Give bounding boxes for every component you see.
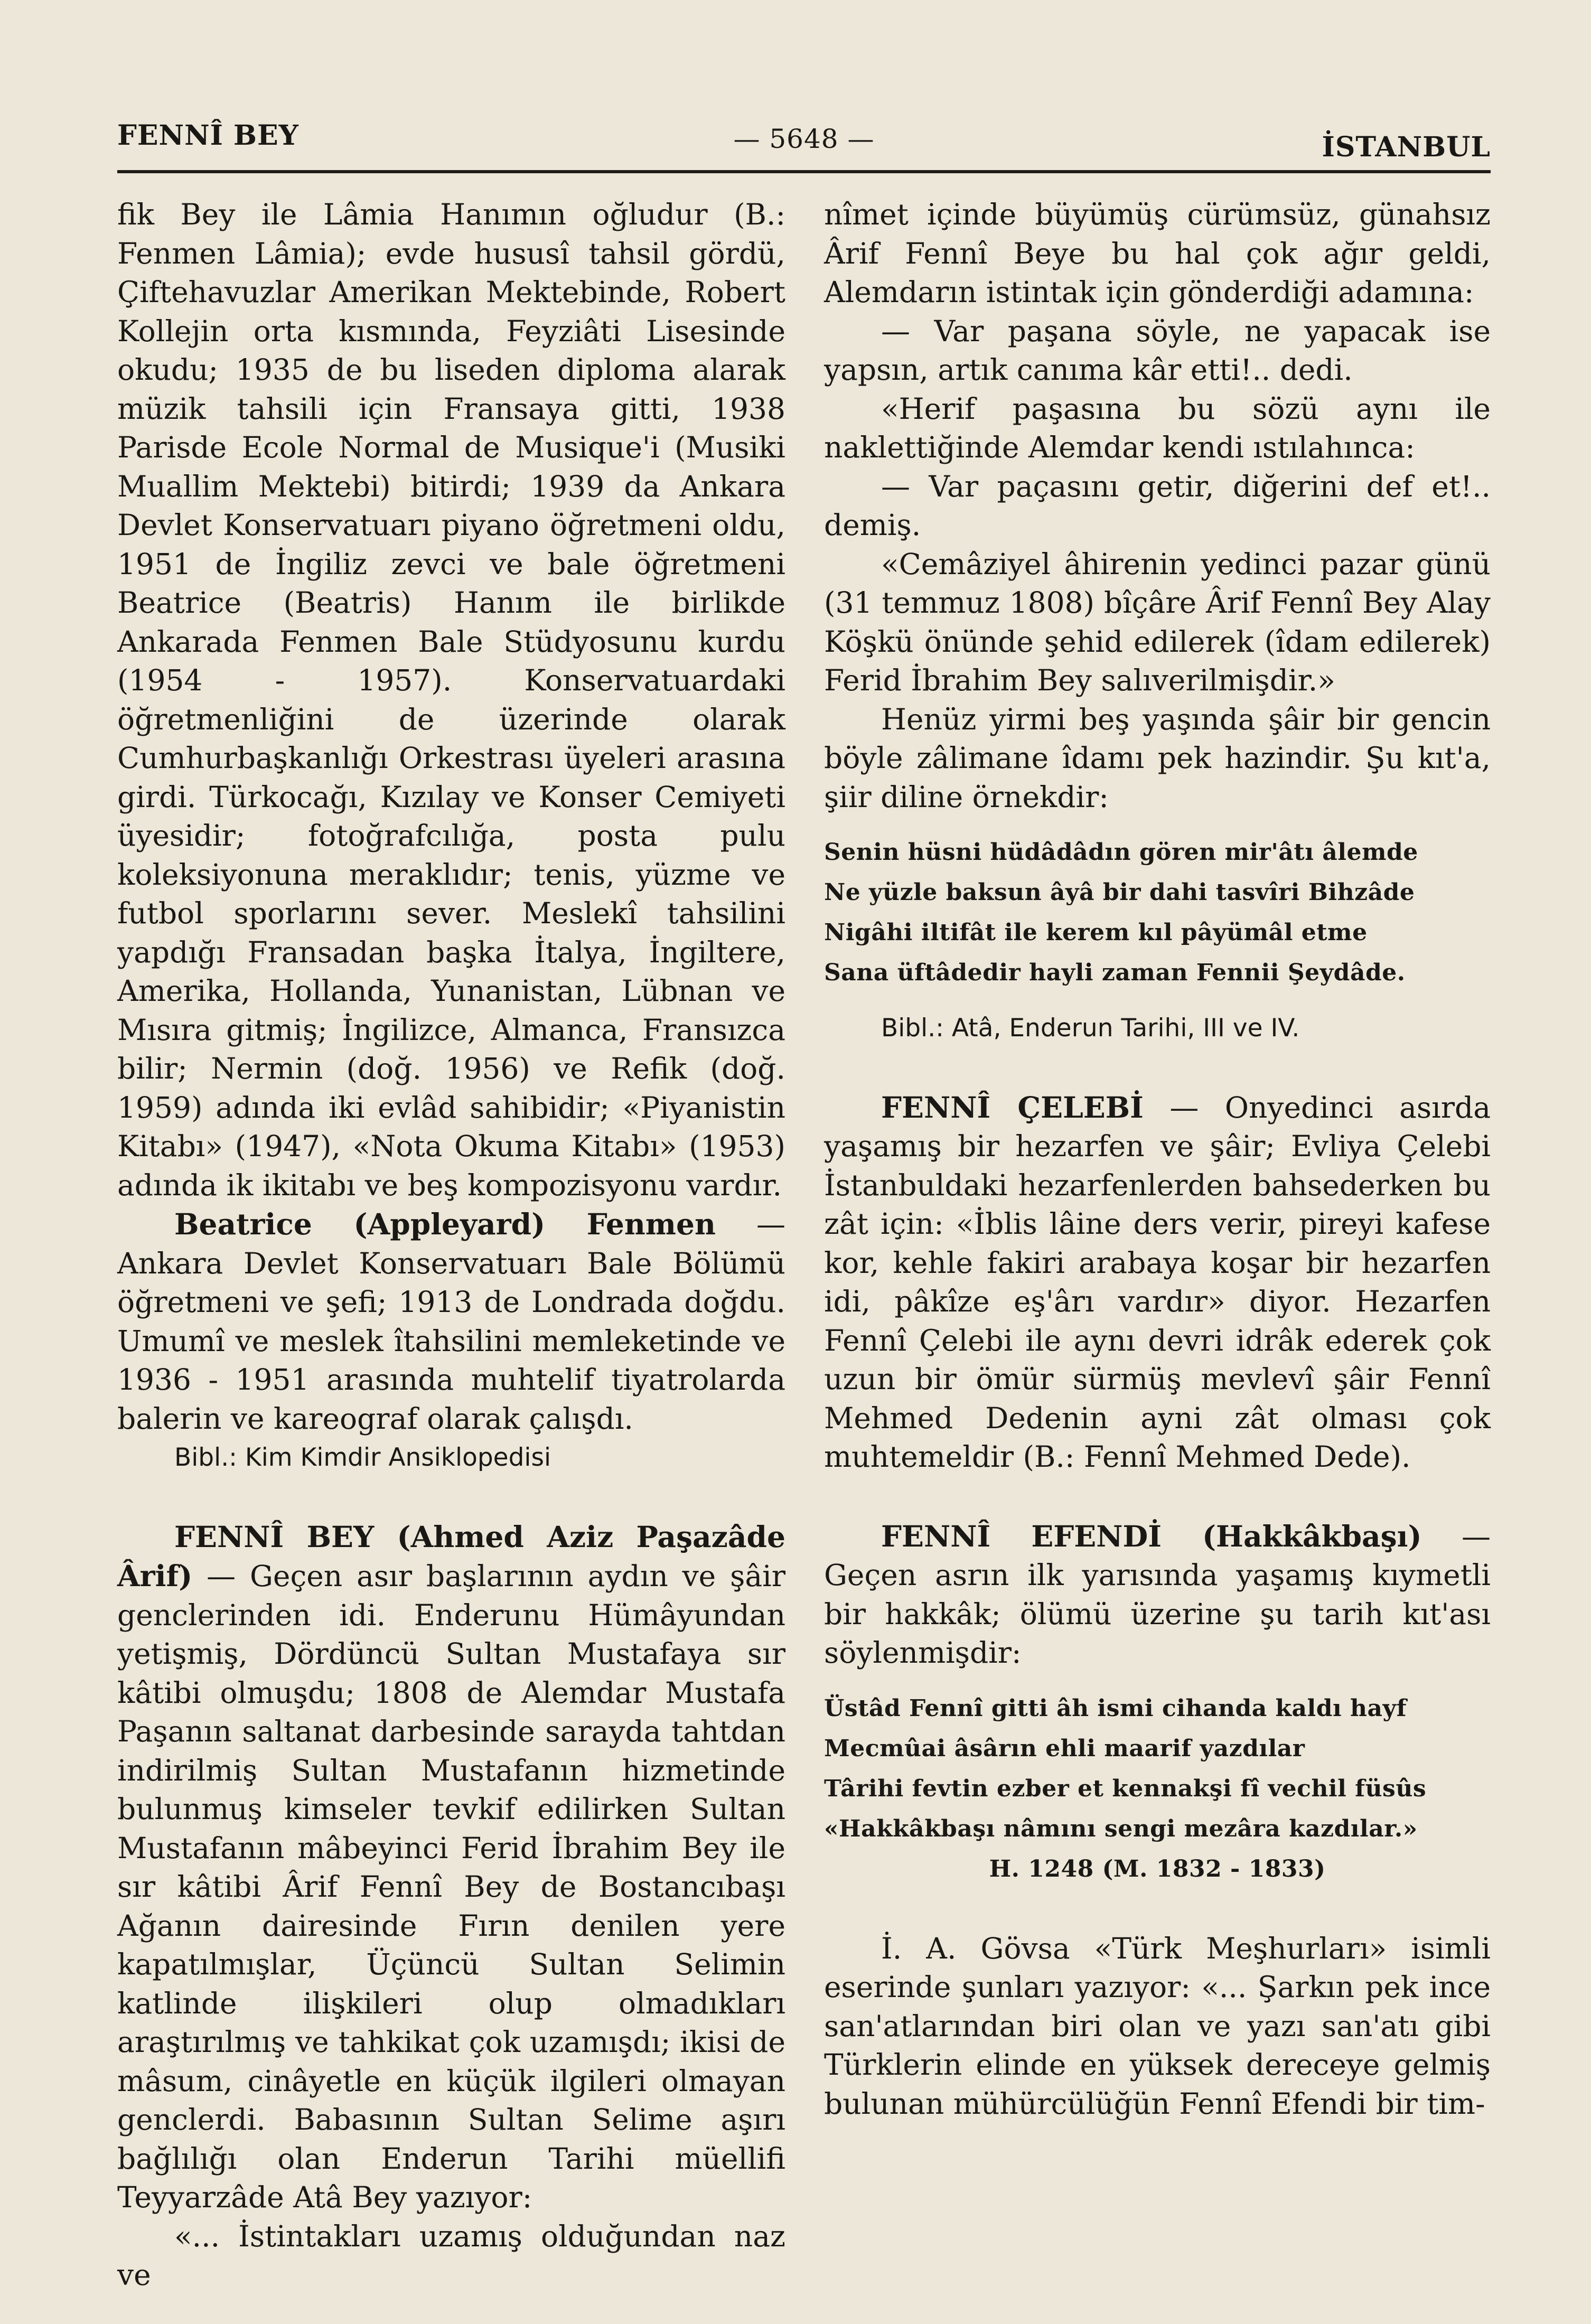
entry-body-beatrice: — Ankara Devlet Konservatuarı Bale Bölümü öğretmeni ve şefi; 1913 de Londrada doğdu. Umumî ve meslek îtahsilini memleketinde ve 1936 - 1951 arasında muhtelif tiyatrolarda balerin ve kareograf olarak çalışdı. bbox=[117, 1207, 785, 1436]
verse-fenni-efendi bbox=[824, 1689, 1491, 1889]
entry-heading-fenni-efendi: FENNÎ EFENDİ (Hakkâkbaşı) bbox=[881, 1519, 1422, 1553]
verse-line: «Hakkâkbaşı nâmını sengi mezâra kazdılar.» bbox=[824, 1815, 1418, 1842]
verse-line: Üstâd Fennî gitti âh ismi cihanda kaldı hayf bbox=[824, 1694, 1407, 1722]
page-number: — 5648 — bbox=[733, 124, 875, 154]
entry-body-fenni-efendi: — Geçen asrın ilk yarısında yaşamış kıymetli bir hakkâk; ölümü üzerine şu tarih kıt'ası söylenmişdir: bbox=[824, 1519, 1491, 1670]
verse-fenni-bey bbox=[824, 832, 1491, 993]
header-entry-name: FENNÎ BEY bbox=[117, 119, 299, 152]
entry-fenni-efendi bbox=[824, 1517, 1491, 1673]
verse-line: Mecmûai âsârın ehli maarif yazdılar bbox=[824, 1735, 1305, 1762]
quote-dialogue-1: — Var paşana söyle, ne yapacak ise yapsın, artık canıma kâr etti!.. dedi. bbox=[824, 314, 1491, 387]
verse-line: Sana üftâdedir hayli zaman Fennii Şeydâde. bbox=[824, 959, 1406, 986]
header-publication-title: İSTANBUL bbox=[1322, 131, 1491, 163]
bibliography-beatrice: Bibl.: Kim Kimdir Ansiklopedisi bbox=[174, 1443, 551, 1472]
entry-body-fenni-bey: — Geçen asır başlarının aydın ve şâir genclerinden idi. Enderunu Hümâyundan yetişmiş, Dördüncü Sultan Mustafaya sır kâtibi olmuşdu; 1808 de Alemdar Mustafa Paşanın saltanat darbesinde sarayda tahtdan indirilmiş Sultan Mustafanın hizmetinde bulunmuş kimseler tevkif edilirken Sultan Mustafanın mâbeyinci Ferid İbrahim Bey ile sır kâtibi Ârif Fennî Bey de Bostancıbaşı Ağanın dairesinde Fırın denilen yere kapatılmışlar, Üçüncü Sultan Selimin katlinde ilişkileri olup olmadıkları araştırılmış ve tahkikat çok uzamışdı; ikisi de mâsum, cinâyetle en küçük ilgileri olmayan genclerdi. Babasının Sultan Selime aşırı bağlılığı olan Enderun Tarihi müellifi Teyyarzâde Atâ Bey yazıyor: bbox=[117, 1559, 785, 2214]
entry-heading-beatrice: Beatrice (Appleyard) Fenmen bbox=[174, 1207, 716, 1241]
spacer bbox=[824, 1477, 1491, 1517]
paragraph-govsa-quote: İ. A. Gövsa «Türk Meşhurları» isimli eserinde şunları yazıyor: «... Şarkın pek ince san'atlarından biri olan ve yazı san'atı gibi Türklerin elinde en yüksek dereceye gelmiş bulunan mühürcülüğün Fennî Efendi bir tim- bbox=[824, 1931, 1491, 2121]
quote-narration: «Herif paşasına bu sözü aynı ile naklettiğinde Alemdar kendi ıstılahınca: bbox=[824, 391, 1491, 464]
entry-fenni-celebi bbox=[824, 1088, 1491, 1477]
entry-body-fenni-celebi: — Onyedinci asırda yaşamış bir hezarfen ve şâir; Evliya Çelebi İstanbuldaki hezarfenlerden bahsederken bu zât için: «İblis lâine ders verir, pireyi kafese kor, kehle fakiri arabaya koşar bir hezarfen idi, pâkîze eş'ârı vardır» diyor. Hezarfen Fennî Çelebi ile aynı devri idrâk ederek çok uzun bir ömür sürmüş mevlevî şâir Fennî Mehmed Dedenin ayni zât olması çok muhtemeldir (B.: Fennî Mehmed Dede). bbox=[824, 1090, 1491, 1474]
verse-date-line: H. 1248 (M. 1832 - 1833) bbox=[989, 1855, 1326, 1882]
quote-execution: «Cemâziyel âhirenin yedinci pazar günü (31 temmuz 1808) bîçâre Ârif Fennî Bey Alay Köşkü önünde şehid edilerek (îdam edilerek) Ferid İbrahim Bey salıverilmişdir.» bbox=[824, 547, 1491, 697]
verse-line: Târihi fevtin ezber et kennakşi fî vechil füsûs bbox=[824, 1775, 1427, 1802]
spacer bbox=[824, 1048, 1491, 1088]
header-rule bbox=[117, 170, 1491, 173]
right-column bbox=[824, 195, 1491, 2123]
paragraph-fenmen-refik-continued: fik Bey ile Lâmia Hanımın oğludur (B.: Fenmen Lâmia); evde hususî tahsil gördü, Çiftehavuzlar Amerikan Mektebinde, Robert Kollejin orta kısmında, Feyziâti Lisesinde okudu; 1935 de bu liseden diploma alarak müzik tahsili için Fransaya gitti, 1938 Parisde Ecole Normal de Musique'i (Musiki Muallim Mektebi) bitirdi; 1939 da Ankara Devlet Konservatuarı piyano öğretmeni oldu, 1951 de İngiliz zevci ve bale öğretmeni Beatrice (Beatris) Hanım ile birlikde Ankarada Fenmen Bale Stüdyosunu kurdu (1954 - 1957). Konservatuardaki öğretmenliğini de üzerinde olarak Cumhurbaşkanlığı Orkestrası üyeleri arasına girdi. Türkocağı, Kızılay ve Konser Cemiyeti üyesidir; fotoğrafcılığa, posta pulu koleksiyonuna meraklıdır; tenis, yüzme ve futbol sporlarını sever. Meslekî tahsilini yapdığı Fransadan başka İtalya, İngiltere, Amerika, Hollanda, Yunanistan, Lübnan ve Mısıra gitmiş; İngilizce, Almanca, Fransızca bilir; Nermin (doğ. 1956) ve Refik (doğ. 1959) adında iki evlâd sahibidir; «Piyanistin Kitabı» (1947), «Nota Okuma Kitabı» (1953) adında ik ikitabı ve beş kompozisyonu vardır. bbox=[117, 198, 785, 1202]
paragraph-verse-intro: Henüz yirmi beş yaşında şâir bir gencin böyle zâlimane îdamı pek hazindir. Şu kıt'a, şiir diline örnekdir: bbox=[824, 702, 1491, 814]
verse-line: Senin hüsni hüdâdâdın gören mir'âtı âlemde bbox=[824, 839, 1418, 866]
quote-continued: nîmet içinde büyümüş cürümsüz, günahsız Ârif Fennî Beye bu hal çok ağır geldi, Alemdarın istintak için gönderdiği adamına: bbox=[824, 198, 1491, 309]
spacer bbox=[824, 1889, 1491, 1929]
quote-ata-bey-start: «... İstintakları uzamış olduğundan naz ve bbox=[117, 2219, 785, 2292]
verse-line: Nigâhi iltifât ile kerem kıl pâyümâl etme bbox=[824, 919, 1368, 946]
entry-heading-fenni-celebi: FENNÎ ÇELEBİ bbox=[881, 1090, 1144, 1124]
spacer bbox=[117, 1477, 785, 1517]
entry-heading-fenni-bey: FENNÎ BEY (Ahmed Aziz Paşazâde Ârif) bbox=[117, 1519, 785, 1593]
entry-fenni-bey bbox=[117, 1517, 785, 2217]
spacer bbox=[824, 993, 1491, 1009]
spacer bbox=[824, 817, 1491, 832]
spacer bbox=[824, 1673, 1491, 1689]
left-column bbox=[117, 195, 785, 2295]
entry-beatrice-fenmen bbox=[117, 1205, 785, 1438]
running-head bbox=[117, 116, 1491, 174]
verse-line: Ne yüzle baksun âyâ bir dahi tasvîri Bihzâde bbox=[824, 879, 1415, 906]
quote-dialogue-2: — Var paçasını getir, diğerini def et!.. demiş. bbox=[824, 469, 1491, 542]
bibliography-fenni-bey: Bibl.: Atâ, Enderun Tarihi, III ve IV. bbox=[881, 1014, 1300, 1043]
